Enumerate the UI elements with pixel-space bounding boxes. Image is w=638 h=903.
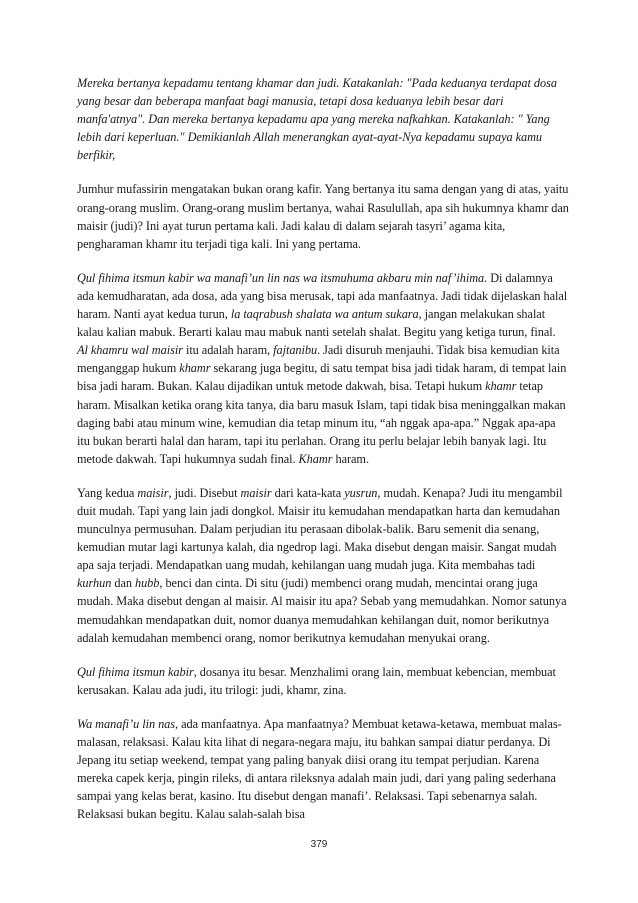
paragraph-p2 (77, 180, 569, 252)
text-run: , ada manfaatnya. Apa manfaatnya? Membuat ketawa-ketawa, membuat malas-malasan, relaksasi. Kalau kita lihat di negara-negara maju, itu bahkan sampai diatur perdanya. Di Jepang itu setiap weekend, tempat yang paling banyak diisi orang itu tempat perjudian. Karena mereka capek kerja, pingin rileks, di antara rileksnya adalah main judi, dari yang paling sederhana sampai yang kelas berat, kasino. Itu disebut dengan manafi’. Relaksasi. Tapi sebenarnya salah. Relaksasi bukan begitu. Kalau salah-salah bisa (77, 716, 562, 822)
italic-term: fajtanibu (273, 343, 318, 358)
paragraph-p3 (77, 269, 569, 468)
page-number: 379 (310, 839, 328, 850)
italic-term: Khamr (298, 451, 333, 466)
italic-term: khamr (485, 379, 517, 394)
text-run: , jangan melakukan shalat kalau kalian mabuk. Berarti kalau mau mabuk nanti setelah shalat. Begitu yang ketiga turun, final. (77, 307, 556, 340)
paragraph-p4 (77, 484, 569, 647)
page-body (77, 74, 569, 839)
italic-term: maisir (137, 485, 169, 500)
italic-term: maisir (240, 485, 272, 500)
text-run: , dosanya itu besar. Menzhalimi orang lain, membuat kebencian, membuat kerusakan. Kalau ada judi, itu trilogi: judi, khamr, zina. (77, 664, 556, 697)
paragraph-p5 (77, 663, 569, 699)
text-run: Jumhur mufassirin mengatakan bukan orang kafir. Yang bertanya itu sama dengan yang di atas, yaitu orang-orang muslim. Orang-orang muslim bertanya, wahai Rasulullah, apa sih hukumnya khamr dan maisir (judi)? Ini ayat turun pertama kali. Jadi kalau di dalam sejarah tasyri’ agama kita, pengharaman khamr itu terjadi tiga kali. Ini yang pertama. (77, 182, 569, 251)
italic-term: Wa manafi’u lin nas (77, 716, 176, 731)
italic-term: Al khamru wal maisir (77, 343, 183, 358)
text-run: , judi. Disebut (168, 485, 241, 500)
text-run: dari kata-kata (271, 485, 345, 500)
italic-term: Mereka bertanya kepadamu tentang khamar dan judi. Katakanlah: "Pada keduanya terdapat dosa yang besar dan beberapa manfaat bagi manusia, tetapi dosa keduanya lebih besar dari manfa'atnya". Dan mereka bertanya kepadamu apa yang mereka nafkahkan. Katakanlah: " Yang lebih dari keperluan." Demikianlah Allah menerangkan ayat-ayat-Nya kepadamu supaya kamu berfikir, (77, 76, 557, 163)
text-run: haram. (332, 451, 369, 466)
italic-term: khamr (179, 361, 211, 376)
italic-term: Qul fihima itsmun kabir (77, 664, 194, 679)
italic-term: Qul fihima itsmun kabir wa manafi’un lin nas wa itsmuhuma akbaru min naf’ihima (77, 270, 485, 285)
paragraph-p6 (77, 715, 569, 824)
text-run: Yang kedua (77, 485, 138, 500)
italic-term: yusrun (344, 485, 378, 500)
text-run: itu adalah haram, (182, 343, 274, 358)
text-run: . Di dalamnya ada kemudharatan, ada dosa, ada yang bisa merusak, tapi ada manfaatnya. Jadi tidak dijelaskan halal haram. Nanti ayat kedua turun, (77, 270, 568, 322)
text-run: , mudah. Kenapa? Judi itu mengambil duit mudah. Tapi yang lain jadi dongkol. Maisir itu kemudahan mendapatkan harta dan kemudahan munculnya permusuhan. Dalam perjudian itu perasaan dibolak-balik. Baru semenit dia senang, kemudian mutar lagi kartunya kalah, dia ngedrop lagi. Maka disebut dengan maisir. Sangat mudah apa saja terjadi. Mendapatkan uang mudah, kehilangan uang mudah juga. Kita membahas tadi (77, 485, 563, 573)
italic-term: hubb (134, 576, 160, 591)
italic-term: la taqrabush shalata wa antum sukara (230, 307, 419, 322)
text-run: . Jadi disuruh menjauhi. Tidak bisa kemudian kita menganggap hukum (77, 343, 560, 376)
text-run: tetap haram. Misalkan ketika orang kita tanya, dia baru masuk Islam, tapi tidak bisa meninggalkan makan daging babi atau minum wine, kemudian dia tetap minum itu, “ah nggak apa-apa.” Nggak apa-apa itu bukan berarti halal dan haram, tapi itu perlahan. Orang itu perlu belajar lebih banyak lagi. Itu metode dakwah. Tapi hukumnya sudah final. (77, 379, 566, 466)
paragraph-p1 (77, 74, 569, 164)
text-run: sekarang juga begitu, di satu tempat bisa jadi tidak haram, di tempat lain bisa jadi haram. Bukan. Kalau dijadikan untuk metode dakwah, bisa. Tetapi hukum (77, 361, 567, 394)
italic-term: kurhun (77, 576, 112, 591)
text-run: dan (111, 576, 135, 591)
text-run: , benci dan cinta. Di situ (judi) membenci orang mudah, mencintai orang juga mudah. Maka disebut dengan al maisir. Al maisir itu apa? Sebab yang memudahkan. Nomor satunya memudahkan mendapatkan duit, nomor duanya memudahkan kehilangan duit, nomor berikutnya adalah kemudahan membenci orang, nomor berikutnya kemudahan menyukai orang. (77, 576, 567, 645)
